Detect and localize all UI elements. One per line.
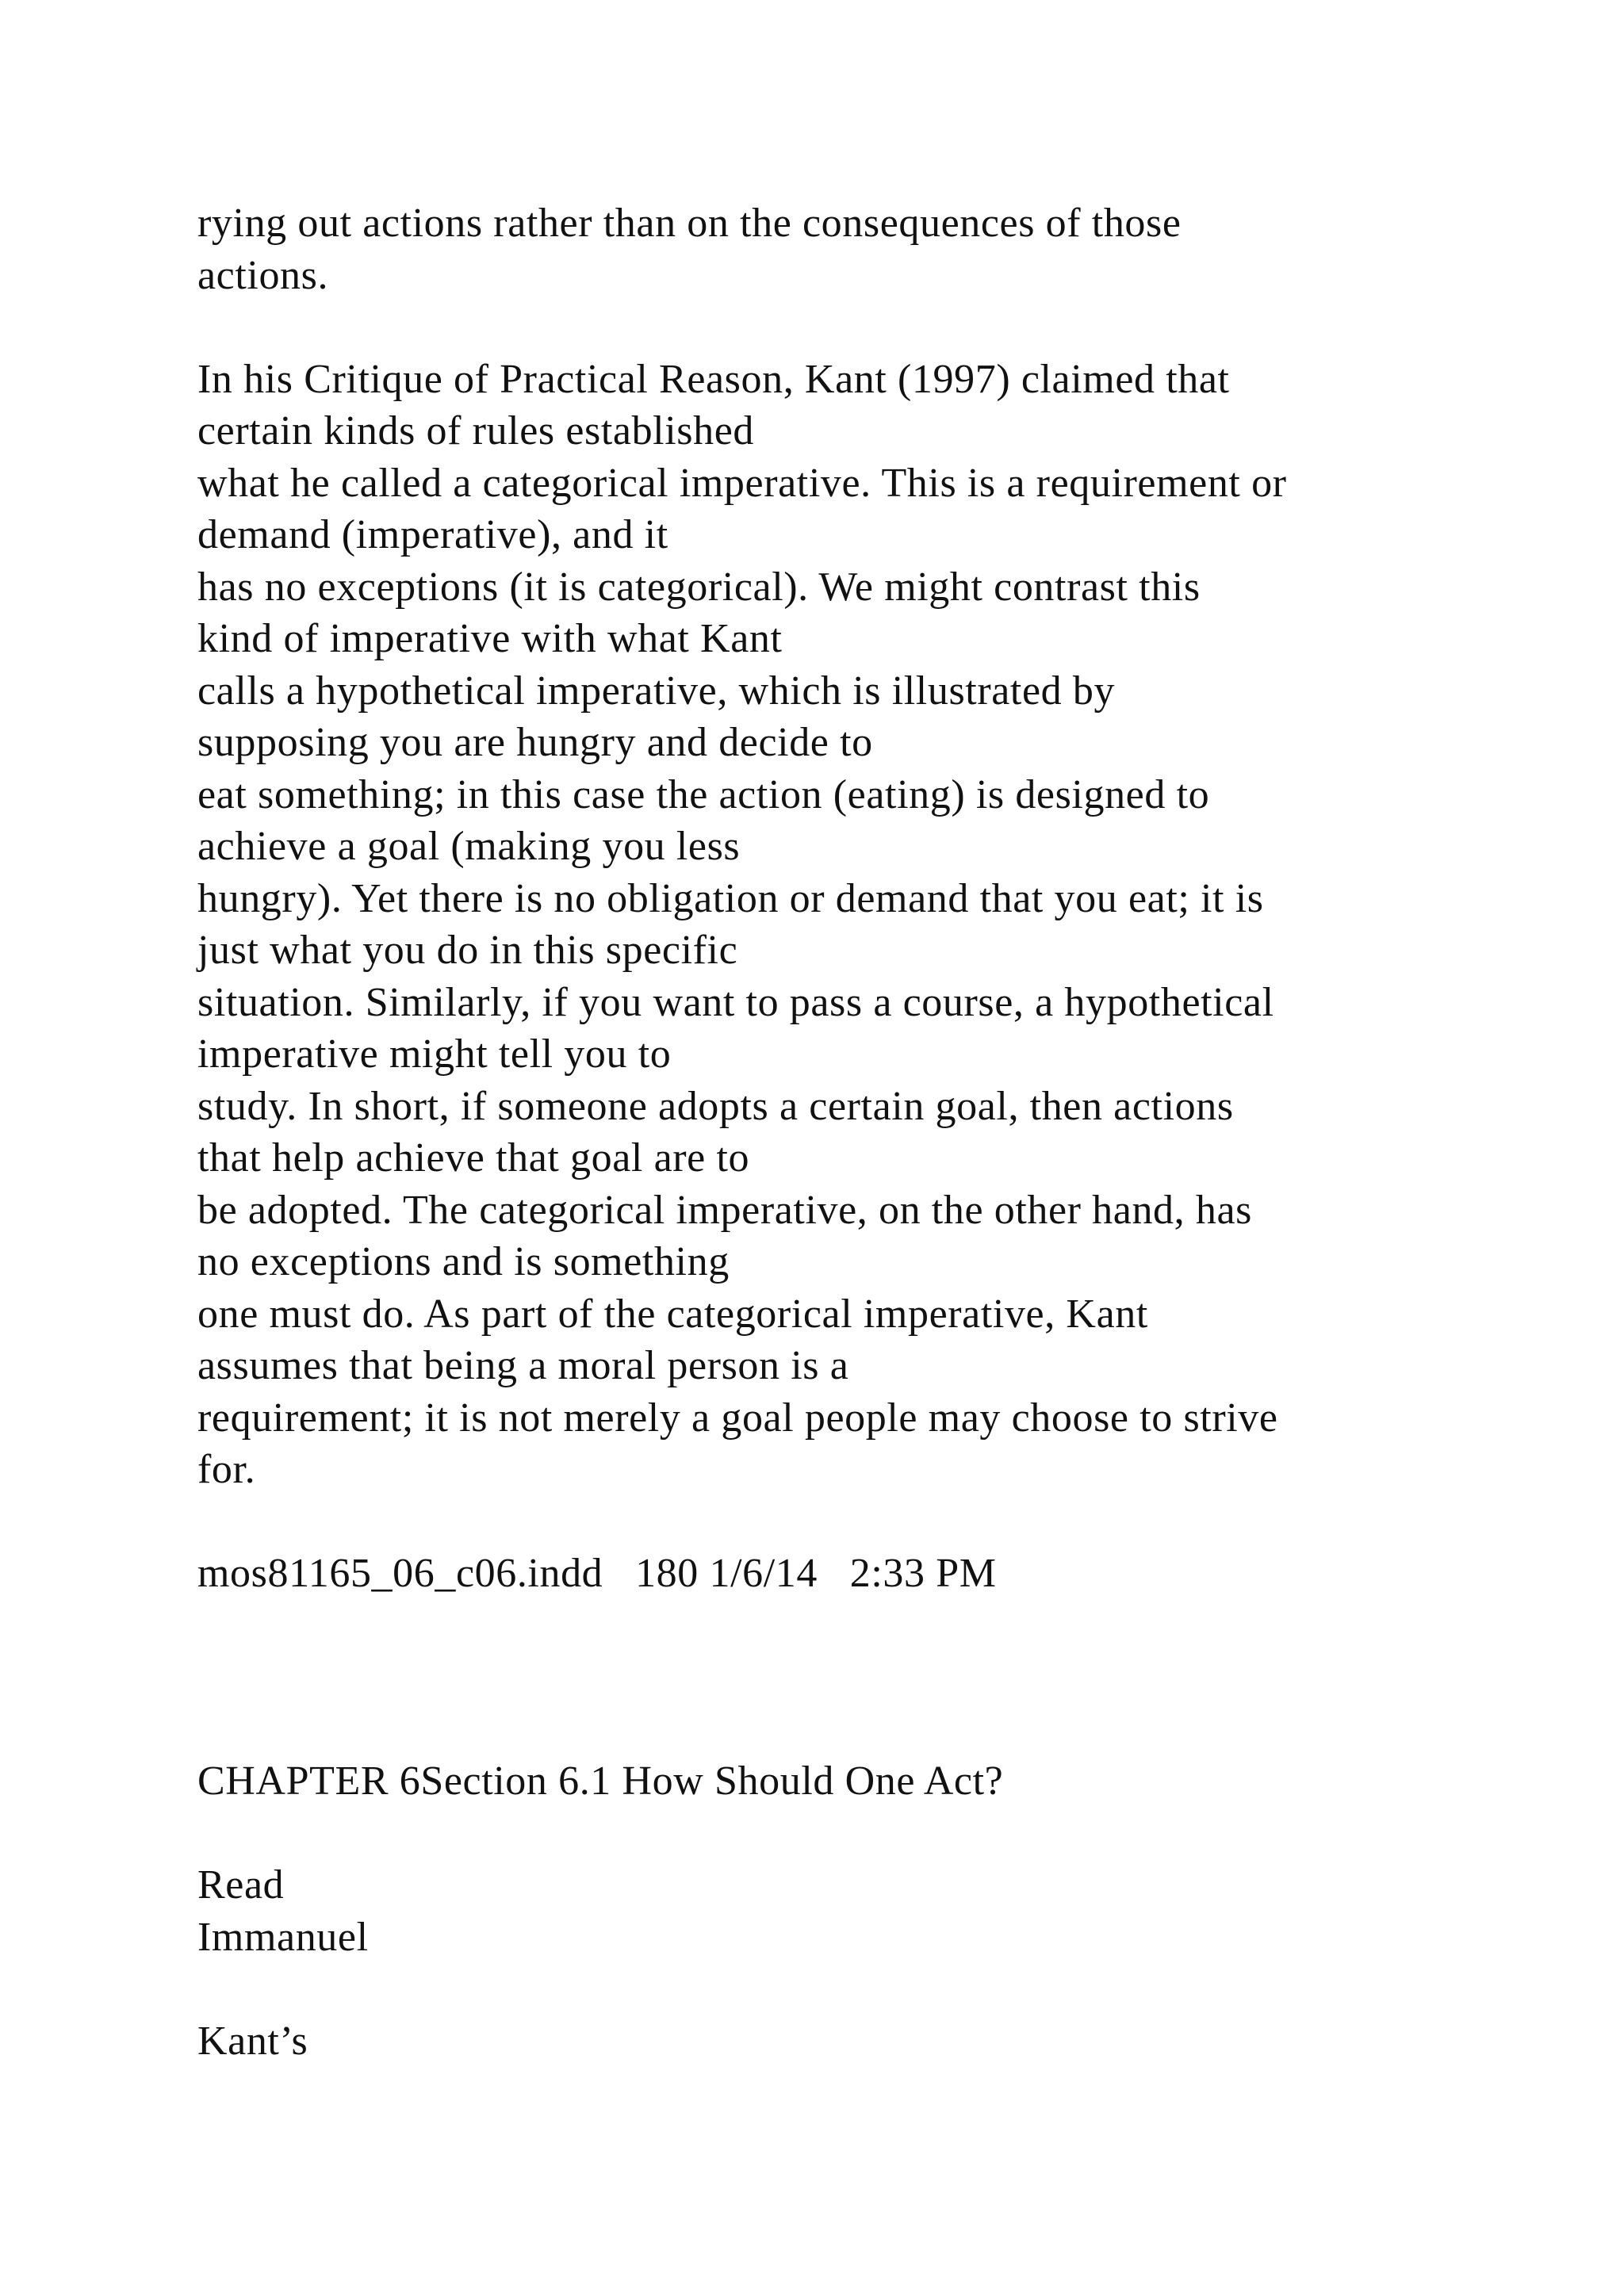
text-line: kind of imperative with what Kant [197,616,783,661]
section-spacer [197,1600,1545,1756]
text-line: Read [197,1862,285,1908]
text-line: has no exceptions (it is categorical). We might contrast this [197,564,1201,610]
text-line: just what you do in this specific [197,928,738,973]
text-line: requirement; it is not merely a goal people may choose to strive [197,1395,1278,1441]
text-line: assumes that being a moral person is a [197,1343,849,1388]
document-body [197,197,1545,2067]
text-line: supposing you are hungry and decide to [197,720,873,765]
text-line: eat something; in this case the action (eating) is designed to [197,771,1210,817]
text-line: demand (imperative), and it [197,512,668,557]
text-line: no exceptions and is something [197,1239,730,1284]
text-line: certain kinds of rules established [197,408,754,453]
paragraph-spacer [197,301,1545,354]
text-line: situation. Similarly, if you want to pass a course, a hypothetical [197,979,1274,1025]
text-line: In his Critique of Practical Reason, Kant (1997) claimed that [197,356,1230,402]
text-line: rying out actions rather than on the consequences of those [197,201,1182,246]
file-slug: mos81165_06_c06.indd 180 1/6/14 2:33 PM [197,1551,997,1596]
chapter-heading: CHAPTER 6Section 6.1 How Should One Act? [197,1758,1004,1804]
text-line: Kant’s [197,2018,308,2064]
text-line: imperative might tell you to [197,1031,672,1077]
text-line: one must do. As part of the categorical imperative, Kant [197,1291,1148,1337]
paragraph-2 [197,354,1545,1496]
text-line: calls a hypothetical imperative, which is illustrated by [197,668,1116,714]
text-line: hungry). Yet there is no obligation or demand that you eat; it is [197,875,1264,921]
text-line: study. In short, if someone adopts a certain goal, then actions [197,1083,1234,1129]
text-line: actions. [197,252,329,298]
text-line: Immanuel [197,1914,369,1960]
paragraph-spacer [197,1808,1545,1860]
paragraph-1 [197,197,1545,301]
text-line: that help achieve that goal are to [197,1135,750,1181]
paragraph-spacer [197,1496,1545,1548]
paragraph-spacer [197,1963,1545,2015]
text-line: achieve a goal (making you less [197,824,741,869]
read-block [197,1859,1545,1963]
text-line: for. [197,1447,256,1492]
text-line: what he called a categorical imperative. This is a requirement or [197,460,1287,506]
text-line: be adopted. The categorical imperative, on the other hand, has [197,1187,1252,1233]
